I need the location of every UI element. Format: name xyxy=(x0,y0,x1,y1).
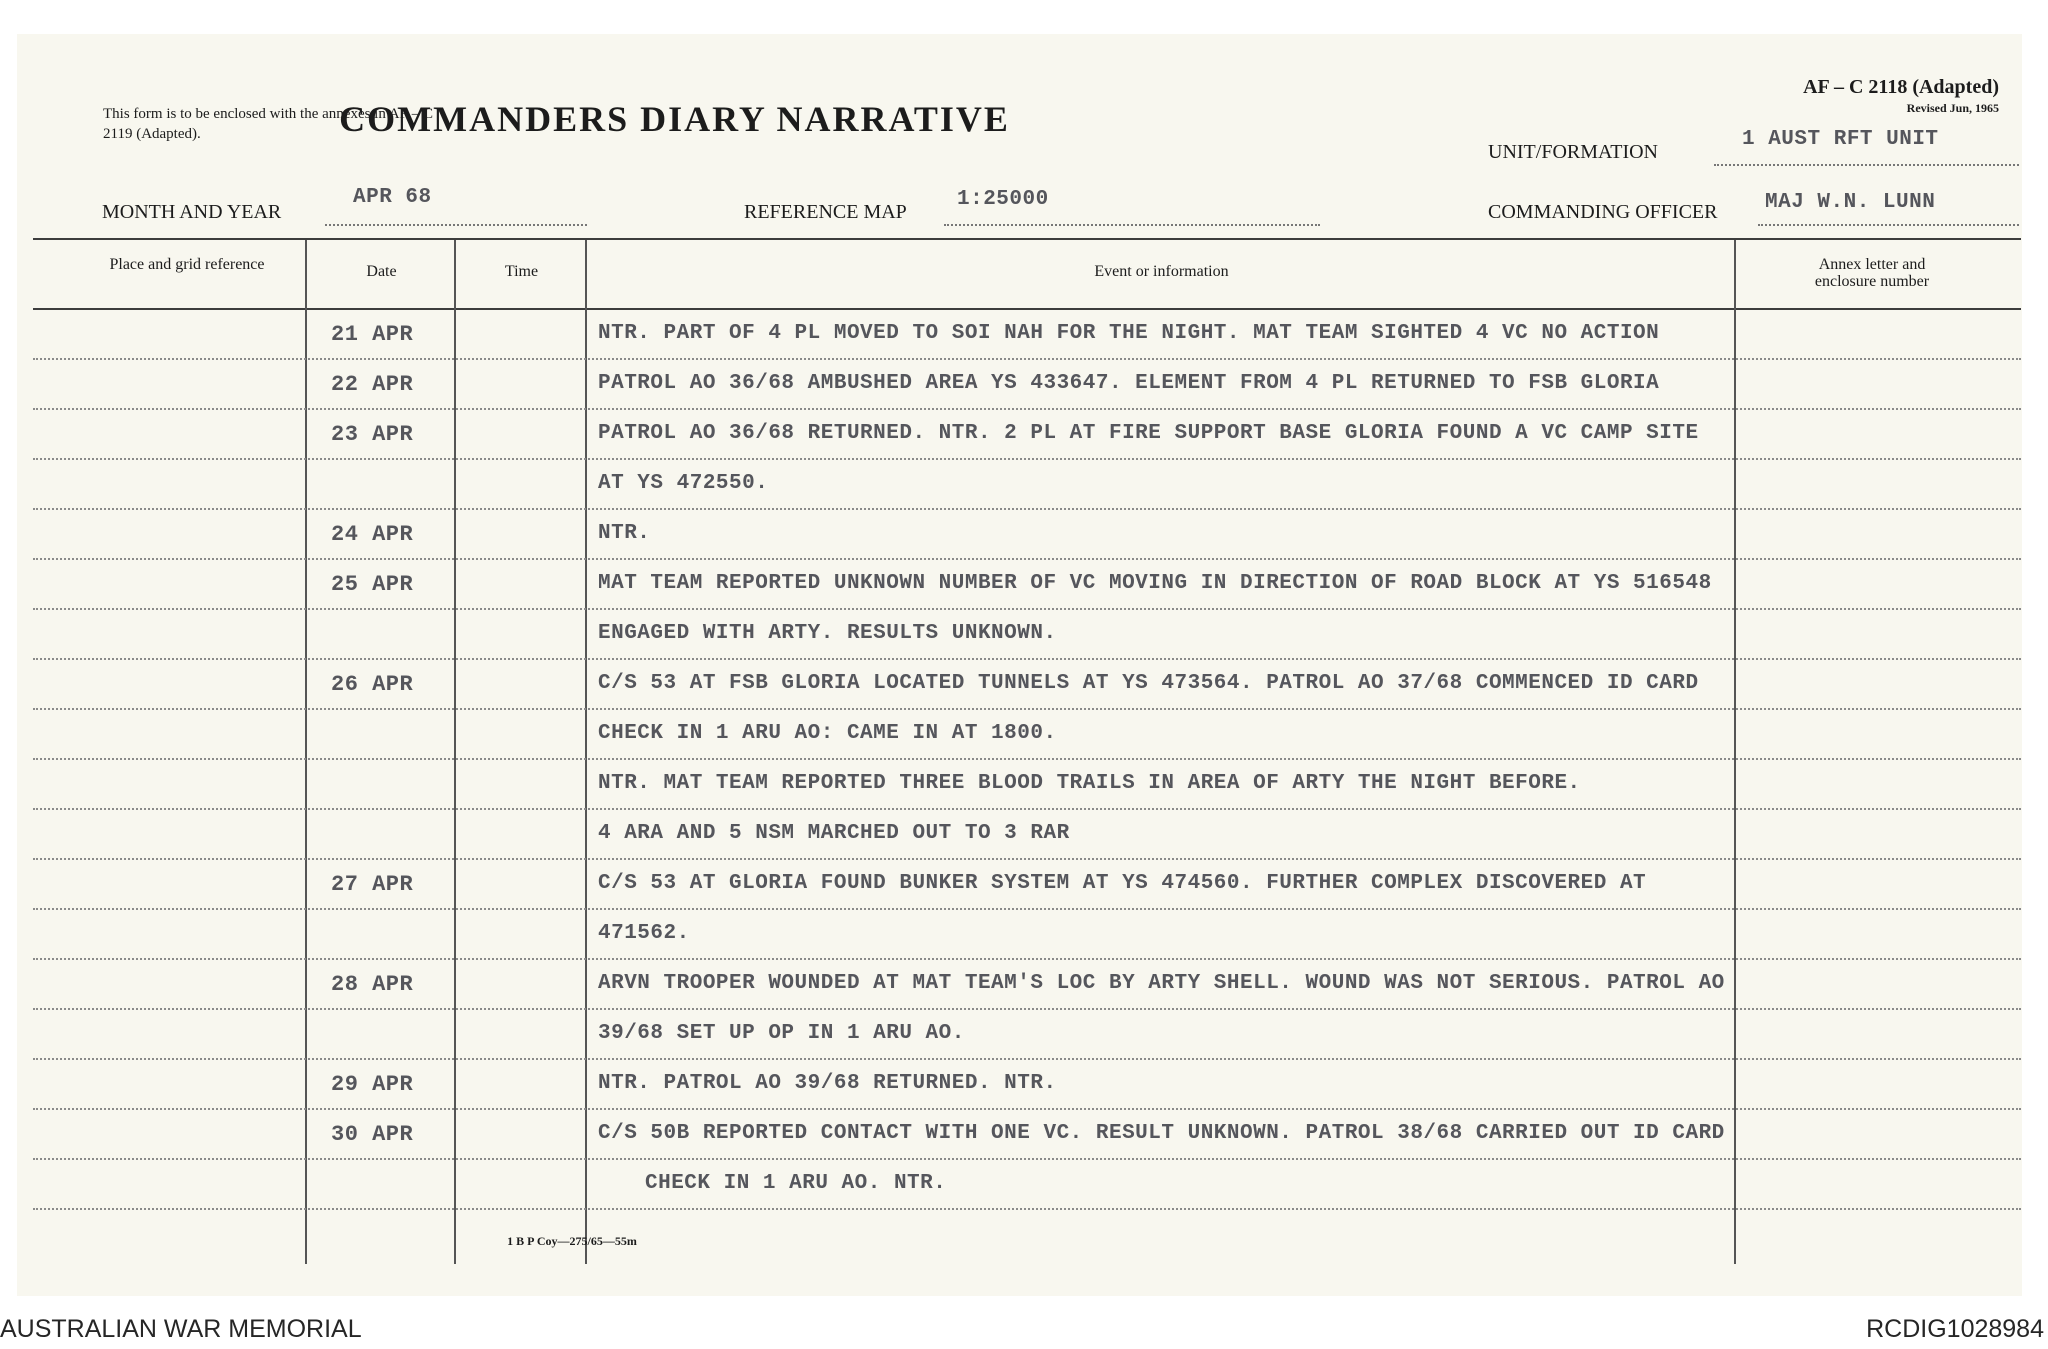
row-event: CHECK IN 1 ARU AO: CAME IN AT 1800. xyxy=(598,722,1057,745)
diary-form xyxy=(17,34,2022,1296)
row-event: C/S 53 AT GLORIA FOUND BUNKER SYSTEM AT YS 474560. FURTHER COMPLEX DISCOVERED AT xyxy=(598,872,1647,895)
table-row xyxy=(33,610,2021,660)
row-event: MAT TEAM REPORTED UNKNOWN NUMBER OF VC MOVING IN DIRECTION OF ROAD BLOCK AT YS 516548 xyxy=(598,572,1712,595)
row-event: PATROL AO 36/68 AMBUSHED AREA YS 433647. ELEMENT FROM 4 PL RETURNED TO FSB GLORIA xyxy=(598,372,1660,395)
table-row xyxy=(33,960,2021,1010)
unit-dotted-line xyxy=(1714,164,2019,166)
reference-map-dotted-line xyxy=(944,224,1320,226)
commanding-officer-dotted-line xyxy=(1758,224,2019,226)
row-date: 24 APR xyxy=(331,522,414,547)
row-event: ARVN TROOPER WOUNDED AT MAT TEAM'S LOC BY ARTY SHELL. WOUND WAS NOT SERIOUS. PATROL AO xyxy=(598,972,1725,995)
header-place-grid: Place and grid reference xyxy=(109,256,265,273)
header-annex: Annex letter and enclosure number xyxy=(1814,256,1930,290)
table-row xyxy=(33,660,2021,710)
row-event: NTR. xyxy=(598,522,651,545)
archive-caption-left: AUSTRALIAN WAR MEMORIAL xyxy=(0,1315,362,1343)
form-revision: Revised Jun, 1965 xyxy=(1906,101,1999,115)
row-date: 25 APR xyxy=(331,572,414,597)
row-event: 471562. xyxy=(598,922,690,945)
row-event: PATROL AO 36/68 RETURNED. NTR. 2 PL AT FIRE SUPPORT BASE GLORIA FOUND A VC CAMP SITE xyxy=(598,422,1699,445)
table-row xyxy=(33,760,2021,810)
reference-map-value: 1:25000 xyxy=(957,188,1049,211)
row-event: ENGAGED WITH ARTY. RESULTS UNKNOWN. xyxy=(598,622,1057,645)
table-row xyxy=(33,560,2021,610)
row-event: 39/68 SET UP OP IN 1 ARU AO. xyxy=(598,1022,965,1045)
table-row xyxy=(33,1110,2021,1160)
row-date: 28 APR xyxy=(331,972,414,997)
month-year-dotted-line xyxy=(325,224,587,226)
table-row xyxy=(33,710,2021,760)
row-date: 26 APR xyxy=(331,672,414,697)
table-row xyxy=(33,860,2021,910)
header-event: Event or information xyxy=(1094,263,1229,280)
unit-value: 1 AUST RFT UNIT xyxy=(1742,128,1939,151)
row-date: 23 APR xyxy=(331,422,414,447)
row-event: C/S 50B REPORTED CONTACT WITH ONE VC. RESULT UNKNOWN. PATROL 38/68 CARRIED OUT ID CARD xyxy=(598,1122,1725,1145)
row-event: CHECK IN 1 ARU AO. NTR. xyxy=(645,1172,947,1195)
row-date: 27 APR xyxy=(331,872,414,897)
form-title: COMMANDERS DIARY NARRATIVE xyxy=(339,99,1010,139)
form-code-block xyxy=(1803,76,1999,116)
row-event: 4 ARA AND 5 NSM MARCHED OUT TO 3 RAR xyxy=(598,822,1070,845)
table-row xyxy=(33,410,2021,460)
header-time: Time xyxy=(504,263,539,280)
month-year-value: APR 68 xyxy=(353,186,432,209)
table-row xyxy=(33,910,2021,960)
table-row xyxy=(33,1160,2021,1210)
commanding-officer-value: MAJ W.N. LUNN xyxy=(1765,191,1936,214)
form-code: AF – C 2118 (Adapted) xyxy=(1803,76,1999,98)
enclosure-note: This form is to be enclosed with the annexes in AF – C 2119 (Adapted). xyxy=(103,106,433,142)
table-row xyxy=(33,360,2021,410)
archive-caption-right: RCDIG1028984 xyxy=(1866,1315,2044,1343)
row-event: C/S 53 AT FSB GLORIA LOCATED TUNNELS AT YS 473564. PATROL AO 37/68 COMMENCED ID CARD xyxy=(598,672,1699,695)
row-date: 21 APR xyxy=(331,322,414,347)
table-row xyxy=(33,310,2021,360)
table-row xyxy=(33,1010,2021,1060)
row-event: NTR. PART OF 4 PL MOVED TO SOI NAH FOR THE NIGHT. MAT TEAM SIGHTED 4 VC NO ACTION xyxy=(598,322,1660,345)
commanding-officer-label: COMMANDING OFFICER xyxy=(1488,201,1718,223)
unit-label: UNIT/FORMATION xyxy=(1488,141,1658,163)
row-date: 30 APR xyxy=(331,1122,414,1147)
month-year-label: MONTH AND YEAR xyxy=(102,201,282,223)
table-row xyxy=(33,460,2021,510)
row-event: AT YS 472550. xyxy=(598,472,769,495)
table-row xyxy=(33,1060,2021,1110)
table-row xyxy=(33,810,2021,860)
row-date: 22 APR xyxy=(331,372,414,397)
table-top-rule xyxy=(33,238,2021,240)
reference-map-label: REFERENCE MAP xyxy=(744,201,907,223)
printer-code: 1 B P Coy—275/65—55m xyxy=(507,1234,637,1248)
row-date: 29 APR xyxy=(331,1072,414,1097)
row-event: NTR. MAT TEAM REPORTED THREE BLOOD TRAILS IN AREA OF ARTY THE NIGHT BEFORE. xyxy=(598,772,1581,795)
table-row xyxy=(33,510,2021,560)
header-date: Date xyxy=(366,263,397,280)
row-event: NTR. PATROL AO 39/68 RETURNED. NTR. xyxy=(598,1072,1057,1095)
